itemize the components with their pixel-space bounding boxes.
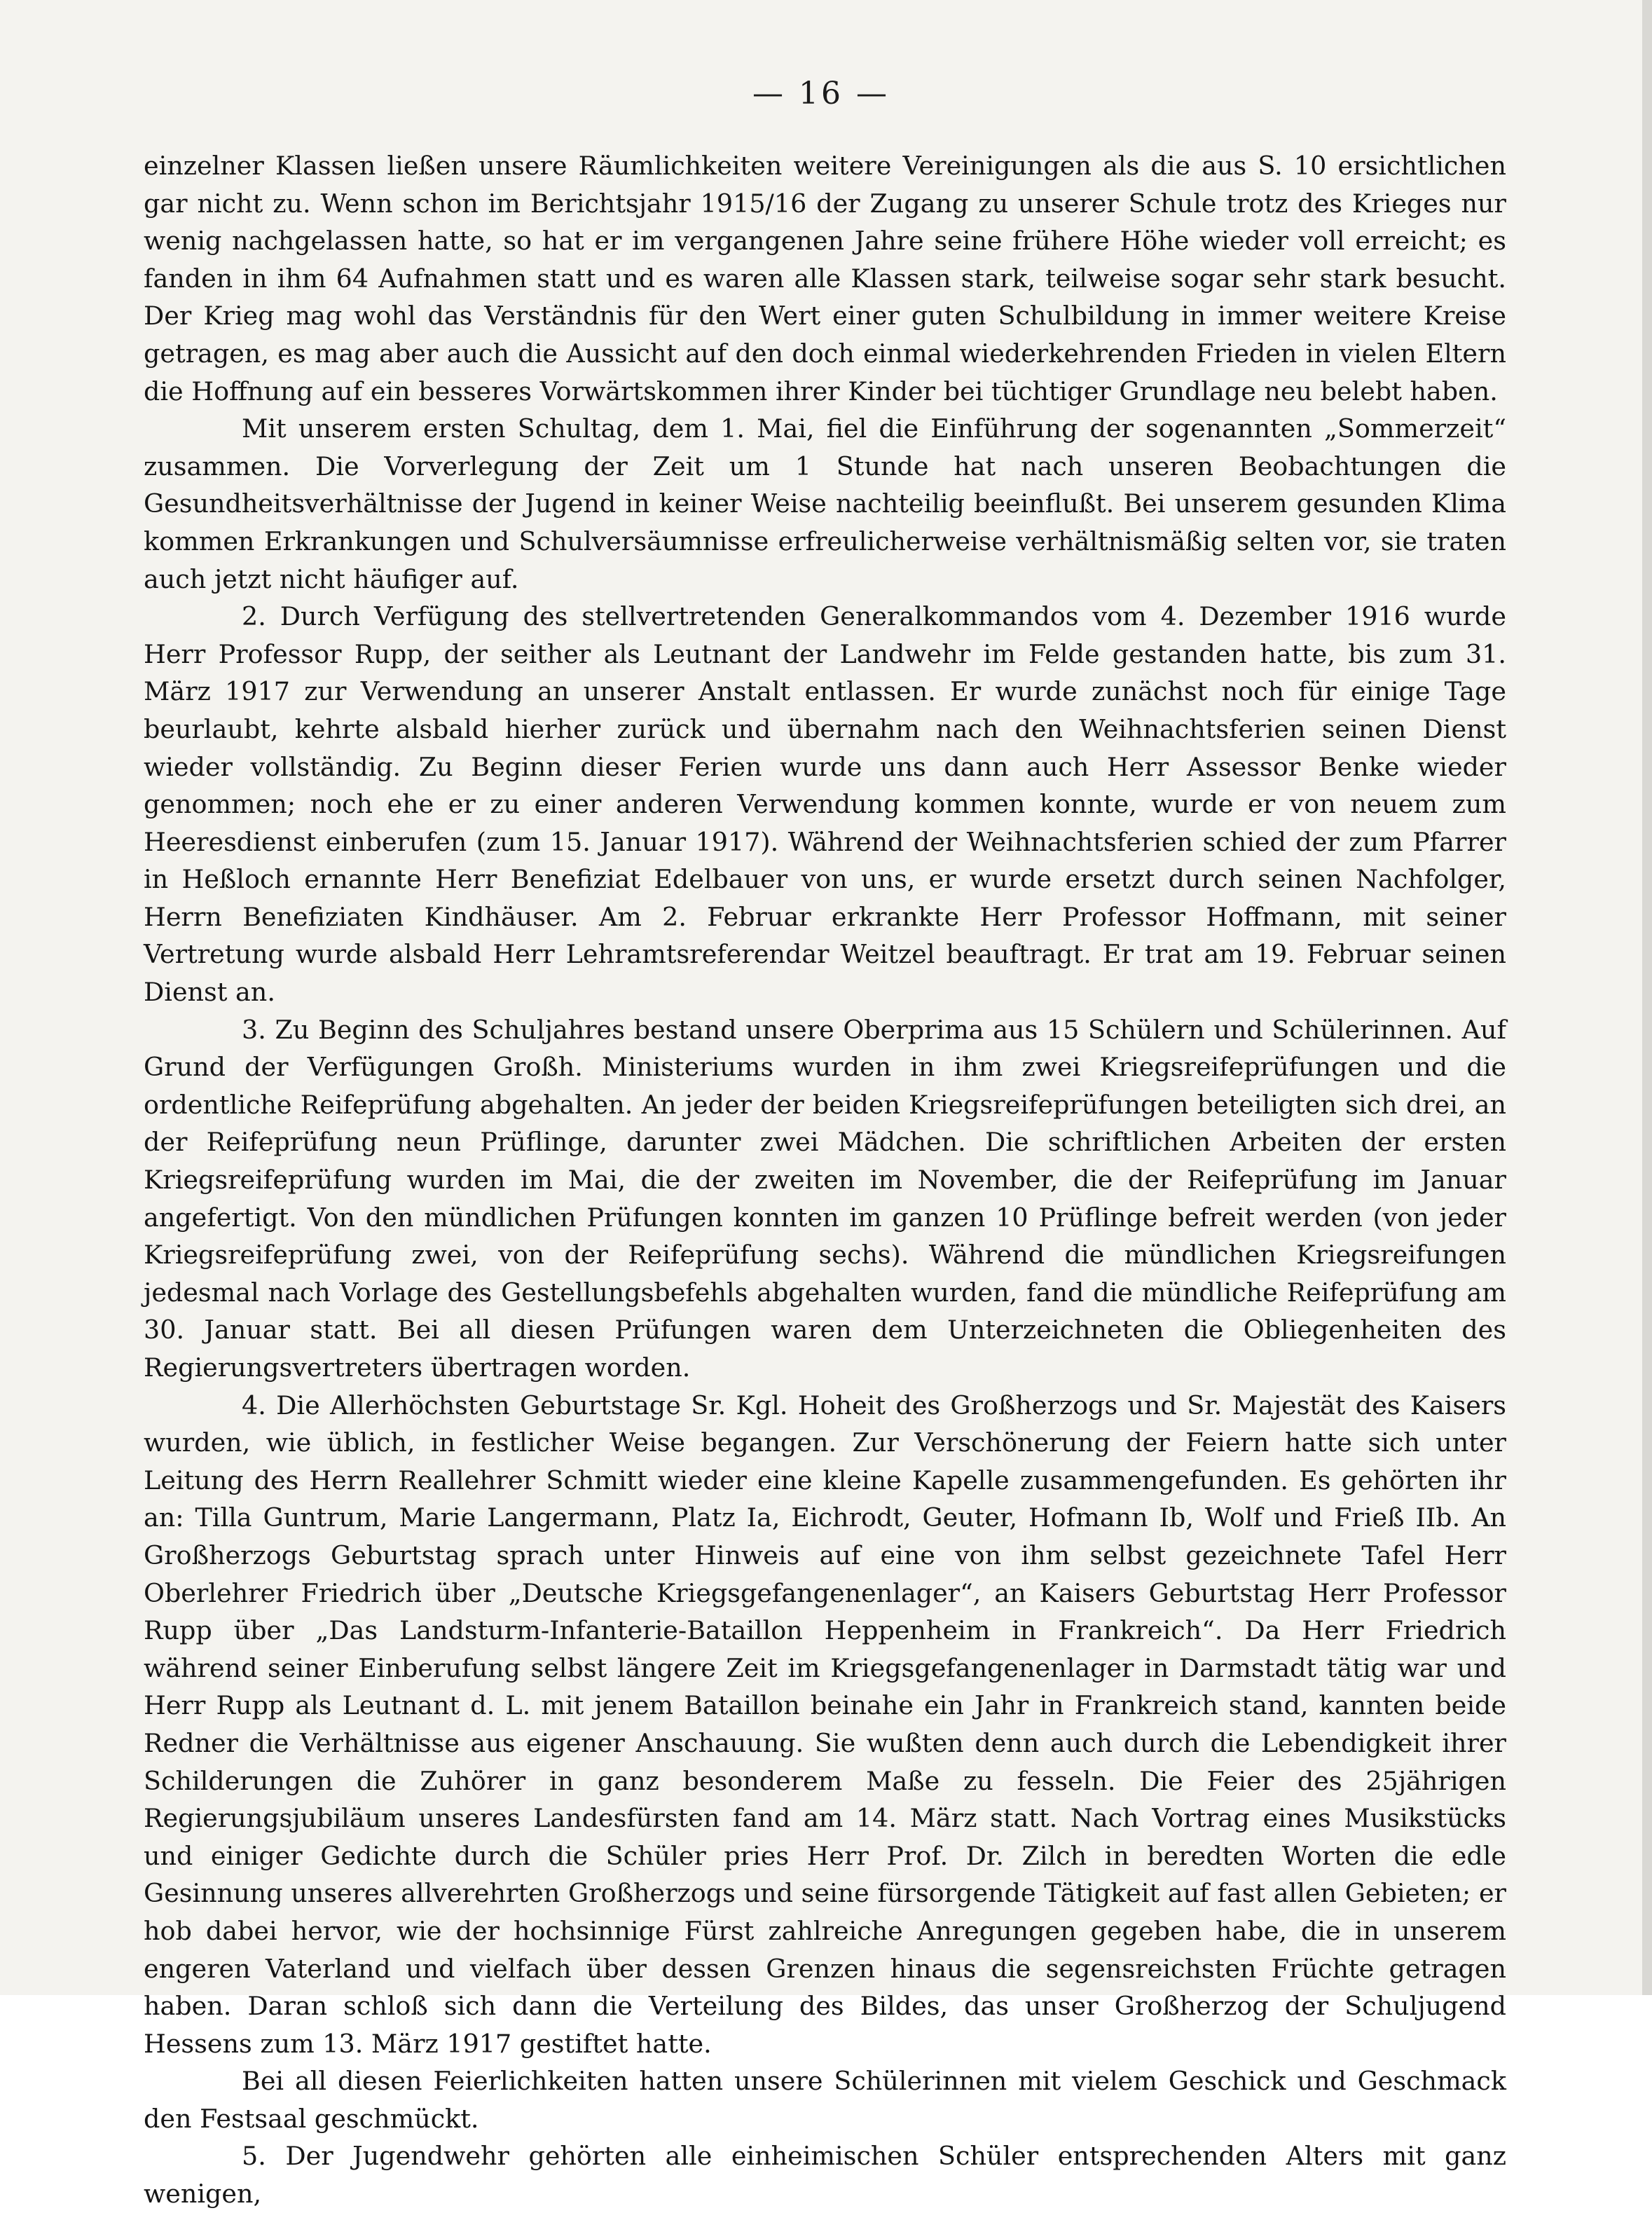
paragraph-section-3: 3. Zu Beginn des Schuljahres bestand unsere Oberprima aus 15 Schülern und Schülerinnen. Auf Grund der Verfügungen Großh. Ministeriums wurden in ihm zwei Kriegsreifeprüfungen und die ordentliche Reifeprüfung abgehalten. An jeder der beiden Kriegsreifeprüfungen beteiligten sich drei, an der Reifeprüfung neun Prüflinge, darunter zwei Mädchen. Die schriftlichen Arbeiten der ersten Kriegsreifeprüfung wurden im Mai, die der zweiten im November, die der Reifeprüfung im Januar angefertigt. Von den mündlichen Prüfungen konnten im ganzen 10 Prüflinge befreit werden (von jeder Kriegsreifeprüfung zwei, von der Reifeprüfung sechs). Während die mündlichen Kriegsreifungen jedesmal nach Vorlage des Gestellungsbefehls abgehalten wurden, fand die mündliche Reifeprüfung am 30. Januar statt. Bei all diesen Prüfungen waren dem Unterzeichneten die Obliegenheiten des Regierungsvertreters übertragen worden. [144, 1014, 1506, 1383]
body-text [144, 147, 1506, 2213]
paragraph-section-4: 4. Die Allerhöchsten Geburtstage Sr. Kgl. Hoheit des Großherzogs und Sr. Majestät des Kaisers wurden, wie üblich, in festlicher Weise begangen. Zur Verschönerung der Feiern hatte sich unter Leitung des Herrn Reallehrer Schmitt wieder eine kleine Kapelle zusammengefunden. Es gehörten ihr an: Tilla Guntrum, Marie Langermann, Platz Ia, Eichrodt, Geuter, Hofmann Ib, Wolf und Frieß IIb. An Großherzogs Geburtstag sprach unter Hinweis auf eine von ihm selbst gezeichnete Tafel Herr Oberlehrer Friedrich über „Deutsche Kriegsgefangenenlager“, an Kaisers Geburtstag Herr Professor Rupp über „Das Landsturm-Infanterie-Bataillon Heppenheim in Frankreich“. Da Herr Friedrich während seiner Einberufung selbst längere Zeit im Kriegsgefangenenlager in Darmstadt tätig war und Herr Rupp als Leutnant d. L. mit jenem Bataillon beinahe ein Jahr in Frankreich stand, kannten beide Redner die Verhältnisse aus eigener Anschauung. Sie wußten denn auch durch die Lebendigkeit ihrer Schilderungen die Zuhörer in ganz besonderem Maße zu fesseln. Die Feier des 25jährigen Regierungsjubiläum unseres Landesfürsten fand am 14. März statt. Nach Vortrag eines Musikstücks und einiger Gedichte durch die Schüler pries Herr Prof. Dr. Zilch in beredten Worten die edle Gesinnung unseres allverehrten Großherzogs und seine fürsorgende Tätigkeit auf fast allen Gebieten; er hob dabei hervor, wie der hochsinnige Fürst zahlreiche Anregungen gegeben habe, die in unserem engeren Vaterland und vielfach über dessen Grenzen hinaus die segensreichsten Früchte getragen haben. Daran schloß sich dann die Verteilung des Bildes, das unser Großherzog der Schuljugend Hessens zum 13. März 1917 gestiftet hatte. [144, 1390, 1506, 2059]
paragraph-intro: einzelner Klassen ließen unsere Räumlichkeiten weitere Vereinigungen als die aus S. 10 ersichtlichen gar nicht zu. Wenn schon im Berichtsjahr 1915/16 der Zugang zu unserer Schule trotz des Krieges nur wenig nachgelassen hatte, so hat er im vergangenen Jahre seine frühere Höhe wieder voll erreicht; es fanden in ihm 64 Aufnahmen statt und es waren alle Klassen stark, teilweise sogar sehr stark besucht. Der Krieg mag wohl das Verständnis für den Wert einer guten Schulbildung in immer weitere Kreise getragen, es mag aber auch die Aussicht auf den doch einmal wiederkehrenden Frieden in vielen Eltern die Hoffnung auf ein besseres Vorwärtskommen ihrer Kinder bei tüchtiger Grundlage neu belebt haben. [144, 151, 1506, 406]
paragraph-festsaal: Bei all diesen Feierlichkeiten hatten unsere Schülerinnen mit vielem Geschick und Geschmack den Festsaal geschmückt. [144, 2066, 1506, 2134]
paragraph-sommerzeit: Mit unserem ersten Schultag, dem 1. Mai, fiel die Einführung der sogenannten „Sommerzeit“ zusammen. Die Vorverlegung der Zeit um 1 Stunde hat nach unseren Beobachtungen die Gesundheitsverhältnisse der Jugend in keiner Weise nachteilig beeinflußt. Bei unserem gesunden Klima kommen Erkrankungen und Schulversäumnisse erfreulicherweise verhältnismäßig selten vor, sie traten auch jetzt nicht häufiger auf. [144, 413, 1506, 594]
page-number: — 16 — [752, 76, 890, 111]
paragraph-section-2: 2. Durch Verfügung des stellvertretenden Generalkommandos vom 4. Dezember 1916 wurde Herr Professor Rupp, der seither als Leutnant der Landwehr im Felde gestanden hatte, bis zum 31. März 1917 zur Verwendung an unserer Anstalt entlassen. Er wurde zunächst noch für einige Tage beurlaubt, kehrte alsbald hierher zurück und übernahm nach den Weihnachtsferien seinen Dienst wieder vollständig. Zu Beginn dieser Ferien wurde uns dann auch Herr Assessor Benke wieder genommen; noch ehe er zu einer anderen Verwendung kommen konnte, wurde er von neuem zum Heeresdienst einberufen (zum 15. Januar 1917). Während der Weihnachtsferien schied der zum Pfarrer in Heßloch ernannte Herr Benefiziat Edelbauer von uns, er wurde ersetzt durch seinen Nachfolger, Herrn Benefiziaten Kindhäuser. Am 2. Februar erkrankte Herr Professor Hoffmann, mit seiner Vertretung wurde alsbald Herr Lehramtsreferendar Weitzel beauftragt. Er trat am 19. Februar seinen Dienst an. [144, 601, 1506, 1008]
paragraph-section-5: 5. Der Jugendwehr gehörten alle einheimischen Schüler entsprechenden Alters mit ganz wenigen, [144, 2141, 1506, 2209]
